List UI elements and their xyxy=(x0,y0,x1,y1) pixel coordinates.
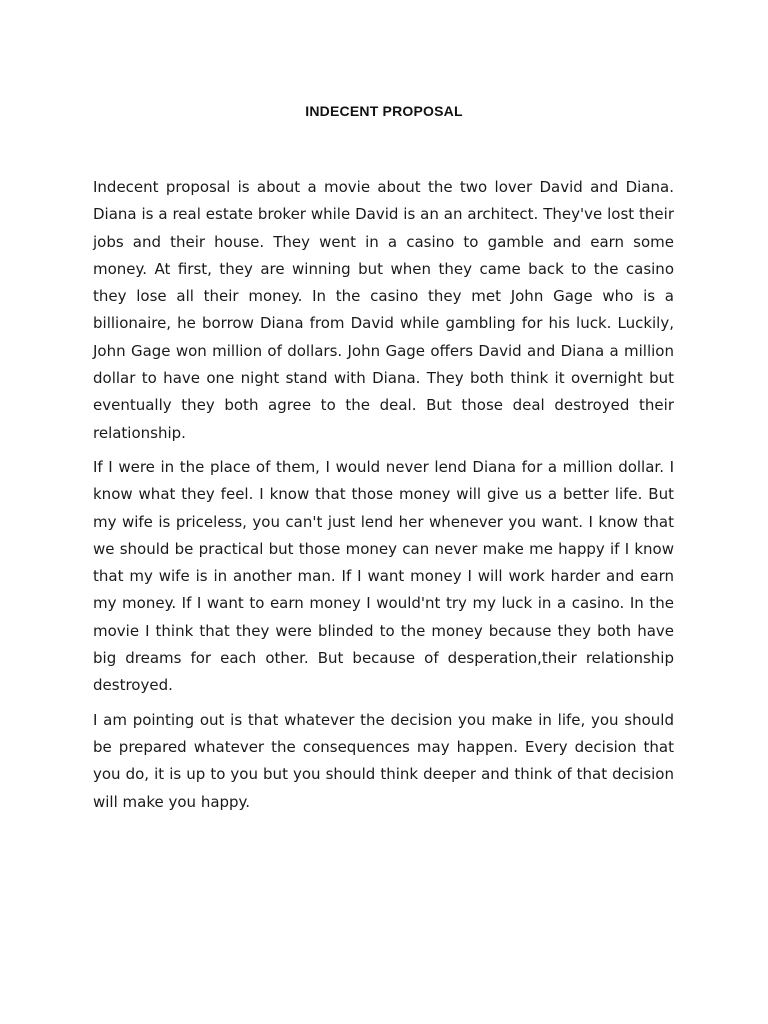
document-body xyxy=(93,174,674,823)
paragraph-summary: Indecent proposal is about a movie about the two lover David and Diana. Diana is a real estate broker while David is an an architect. They've lost their jobs and their house. They went in a casino to gamble and earn some money. At first, they are winning but when they came back to the casino they lose all their money. In the casino they met John Gage who is a billionaire, he borrow Diana from David while gambling for his luck. Luckily, John Gage won million of dollars. John Gage offers David and Diana a million dollar to have one night stand with Diana. They both think it overnight but eventually they both agree to the deal. But those deal destroyed their relationship. xyxy=(93,178,674,442)
document-title: INDECENT PROPOSAL xyxy=(305,103,463,119)
paragraph-conclusion: I am pointing out is that whatever the decision you make in life, you should be prepared whatever the consequences may happen. Every decision that you do, it is up to you but you should think deeper and think of that decision will make you happy. xyxy=(93,710,674,811)
paragraph-opinion: If I were in the place of them, I would never lend Diana for a million dollar. I know what they feel. I know that those money will give us a better life. But my wife is priceless, you can't just lend her whenever you want. I know that we should be practical but those money can never make me happy if I know that my wife is in another man. If I want money I will work harder and earn my money. If I want to earn money I would'nt try my luck in a casino. In the movie I think that they were blinded to the money because they both have big dreams for each other. But because of desperation,their relationship destroyed. xyxy=(93,457,674,695)
